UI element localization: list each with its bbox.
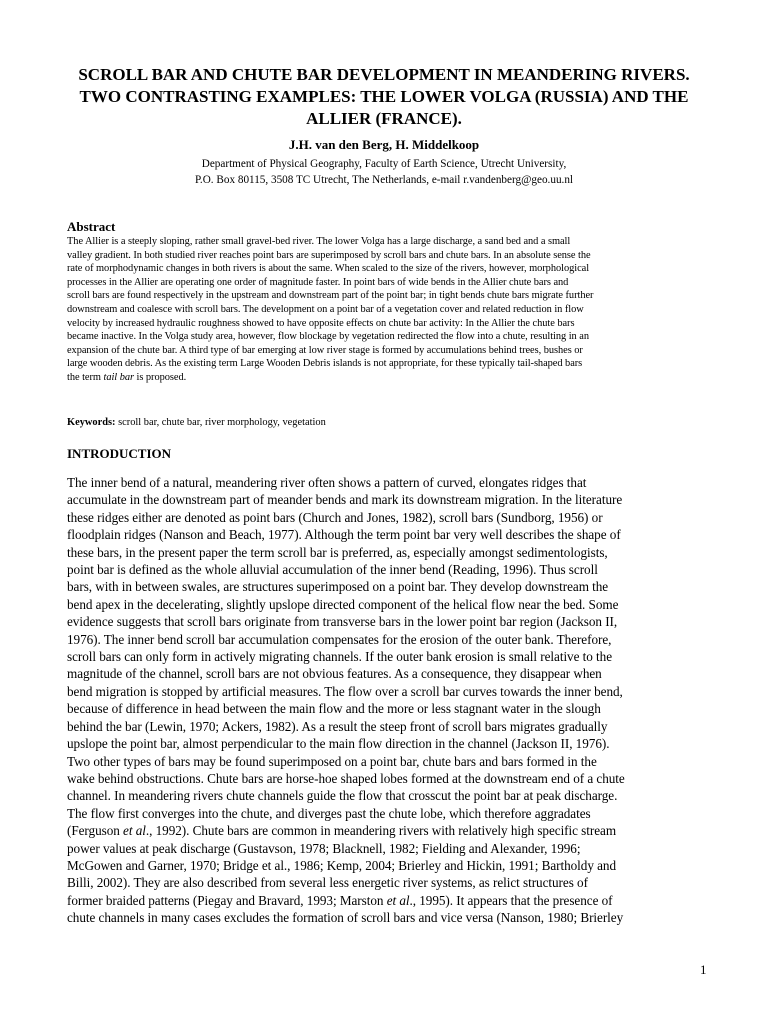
keywords-text: scroll bar, chute bar, river morphology, vegetation xyxy=(115,417,326,428)
intro-line: channel. In meandering rivers chute channels guide the flow that crosscut the point bar at peak discharge. xyxy=(67,788,618,804)
abstract-line: valley gradient. In both studied river reaches point bars are superimposed by scroll bars and chute bars. In an absolute sense the xyxy=(67,249,591,261)
abstract-line: large wooden debris. As the existing term Large Wooden Debris islands is not appropriate, for these typically tail-shaped bars xyxy=(67,358,583,370)
intro-line: because of difference in head between the main flow and the more or less stagnant water in the slough xyxy=(67,701,601,717)
intro-line21-after: ., 1992). Chute bars are common in meandering rivers with relatively high specific stream xyxy=(145,823,617,839)
tail-bar-term: tail bar xyxy=(103,371,134,383)
abstract-line: became inactive. In the Volga study area, however, flow blockage by vegetation redirected the flow into a chute, resulting in an xyxy=(67,331,589,343)
abstract-line: rate of morphodynamic changes in both rivers is about the same. When scaled to the size of the rivers, however, morphological xyxy=(67,263,590,275)
page-number: 1 xyxy=(700,962,707,977)
affiliation-line: Department of Physical Geography, Faculty of Earth Science, Utrecht University, xyxy=(201,158,567,170)
abstract-last-after: is proposed. xyxy=(133,371,187,383)
abstract-text xyxy=(67,235,717,385)
intro-line21-before: (Ferguson xyxy=(67,823,124,839)
intro-line: magnitude of the channel, scroll bars are not obvious features. As a consequence, they disappear when xyxy=(67,666,602,682)
intro-line xyxy=(67,892,717,909)
paper-title xyxy=(40,64,728,130)
intro-line: bend apex in the decelerating, slightly upslope directed component of the helical flow near the bed. Some xyxy=(67,596,619,612)
intro-line: power values at peak discharge (Gustavson, 1978; Blacknell, 1982; Fielding and Alexander, 1996; xyxy=(67,840,581,856)
intro-line: bars, with in between swales, are structures superimposed on a point bar. They develop downstream the xyxy=(67,579,609,595)
abstract-last-before: the term xyxy=(67,371,104,383)
introduction-heading: INTRODUCTION xyxy=(67,446,172,461)
intro-line: The flow first converges into the chute, and diverges past the chute lobe, which therefore aggradates xyxy=(67,805,591,821)
intro-line: The inner bend of a natural, meandering river often shows a pattern of curved, elongates ridges that xyxy=(67,475,587,490)
intro-line: McGowen and Garner, 1970; Bridge et al., 1986; Kemp, 2004; Brierley and Hickin, 1991; Bartholdy and xyxy=(67,857,617,873)
intro-line: upslope the point bar, almost perpendicular to the main flow direction in the channel (Jackson II, 1976). xyxy=(67,736,610,752)
abstract-line: velocity by increased hydraulic roughness showed to have opposite effects on chute bar activity: In the Allier the chute bars xyxy=(67,317,575,329)
keywords-label: Keywords: xyxy=(67,417,116,428)
intro-line: evidence suggests that scroll bars originate from transverse bars in the lower point bar region (Jackson II, xyxy=(67,614,618,630)
intro-line: point bar is defined as the whole alluvial accumulation of the inner bend (Reading, 1996). Thus scroll xyxy=(67,562,598,578)
affiliation xyxy=(40,156,728,188)
intro-line: these bars, in the present paper the term scroll bar is preferred, as, especially amongst sedimentologists, xyxy=(67,544,608,560)
title-line: SCROLL BAR AND CHUTE BAR DEVELOPMENT IN MEANDERING RIVERS. xyxy=(78,65,690,84)
intro-line: wake behind obstructions. Chute bars are horse-hoe shaped lobes formed at the downstream end of a chute xyxy=(67,770,625,786)
title-line: TWO CONTRASTING EXAMPLES: THE LOWER VOLGA (RUSSIA) AND THE xyxy=(79,87,689,106)
intro-line: Billi, 2002). They are also described from several less energetic river systems, as relict structures of xyxy=(67,875,588,891)
intro-line: accumulate in the downstream part of meander bends and mark its downstream migration. In the literature xyxy=(67,492,623,508)
intro-line: behind the bar (Lewin, 1970; Ackers, 1982). As a result the steep front of scroll bars migrates gradually xyxy=(67,718,608,734)
intro-line: bend migration is stopped by artificial measures. The flow over a scroll bar curves towards the inner bend, xyxy=(67,683,623,699)
intro-line: Two other types of bars may be found superimposed on a point bar, chute bars and bars formed in the xyxy=(67,753,597,769)
abstract-heading: Abstract xyxy=(67,219,116,234)
intro-line: these ridges either are denoted as point bars (Church and Jones, 1982), scroll bars (Sundborg, 1956) or xyxy=(67,509,603,525)
intro-line: floodplain ridges (Nanson and Beach, 1977). Although the term point bar very well describes the shape of xyxy=(67,527,621,543)
et-al: et al xyxy=(123,823,146,839)
abstract-line: expansion of the chute bar. A third type of bar emerging at low river stage is formed by accumulations behind trees, bushes or xyxy=(67,344,583,356)
intro-line: 1976). The inner bend scroll bar accumulation compensates for the erosion of the outer bank. Therefore, xyxy=(67,631,612,647)
intro-line xyxy=(67,822,717,839)
introduction-text xyxy=(67,474,717,927)
intro-line: scroll bars can only form in actively migrating channels. If the outer bank erosion is small relative to the xyxy=(67,649,613,665)
affiliation-line: P.O. Box 80115, 3508 TC Utrecht, The Netherlands, e-mail r.vandenberg@geo.uu.nl xyxy=(194,174,574,186)
abstract-line: downstream and coalesce with scroll bars. The development on a point bar of a vegetation cover and related reduction in flow xyxy=(67,303,584,315)
abstract-line xyxy=(67,371,717,385)
intro-line25-before: former braided patterns (Piegay and Bravard, 1993; Marston xyxy=(67,892,387,908)
title-line: ALLIER (FRANCE). xyxy=(306,109,462,128)
abstract-line: scroll bars are found respectively in the upstream and downstream part of the point bar; in tight bends chute bars migrate further xyxy=(67,290,594,302)
abstract-line: The Allier is a steeply sloping, rather small gravel-bed river. The lower Volga has a large discharge, a sand bed and a small xyxy=(67,236,571,247)
keywords xyxy=(67,416,326,430)
authors: J.H. van den Berg, H. Middelkoop xyxy=(288,137,480,152)
intro-line: chute channels in many cases excludes the formation of scroll bars and vice versa (Nanson, 1980; Brierley xyxy=(67,910,624,926)
et-al: et al xyxy=(386,892,410,908)
intro-line25-after: ., 1995). It appears that the presence of xyxy=(409,892,613,908)
abstract-line: processes in the Allier are operating one order of magnitude faster. In point bars of wide bends in the Allier chute bars and xyxy=(67,276,569,288)
